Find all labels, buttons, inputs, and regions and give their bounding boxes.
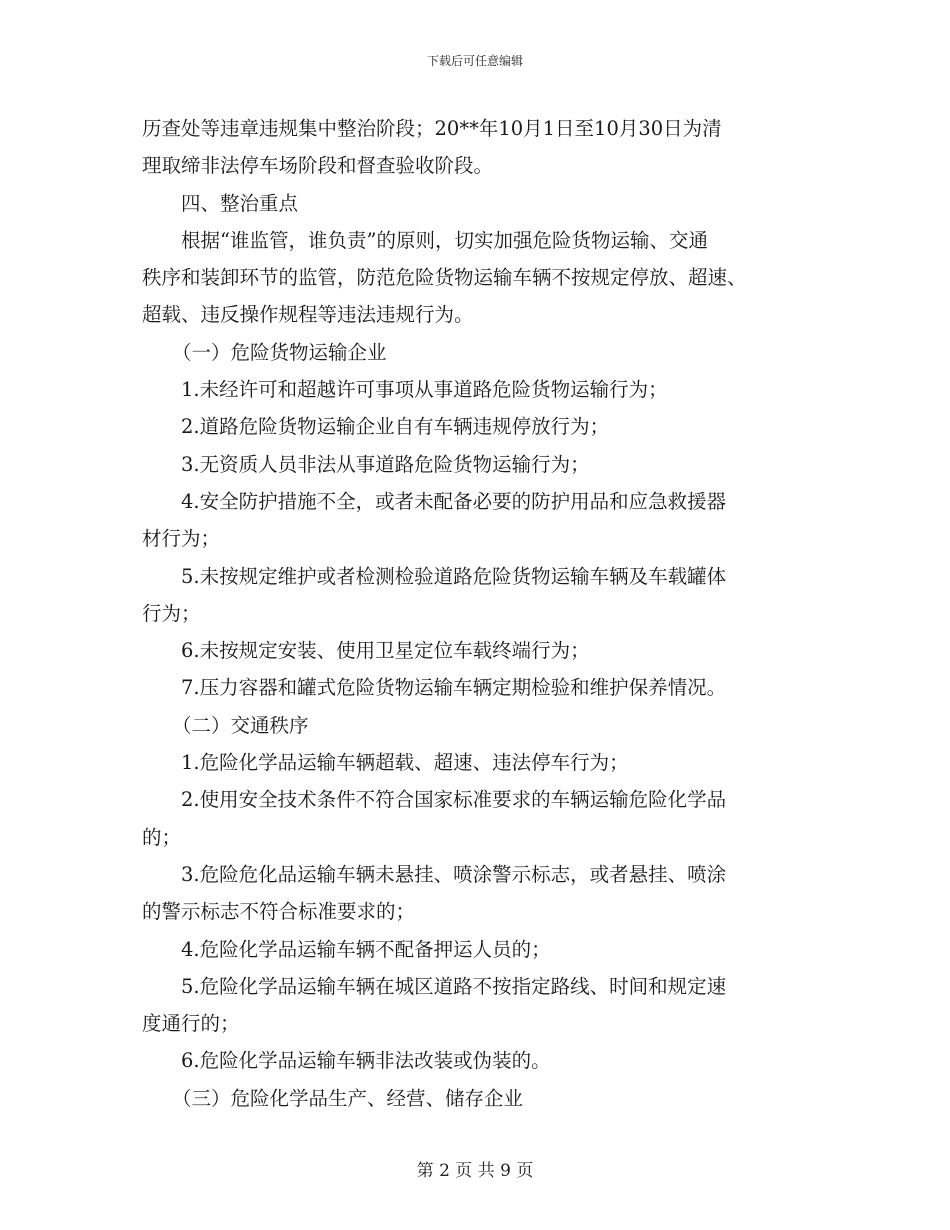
header-note: 下载后可任意编辑 — [426, 54, 523, 68]
list-item: 3.危险危化品运输车辆未悬挂、喷涂警示标志，或者悬挂、喷涂 — [181, 862, 727, 886]
list-item: 6.危险化学品运输车辆非法改装或伪装的。 — [181, 1049, 551, 1073]
list-item: 2.道路危险货物运输企业自有车辆违规停放行为； — [181, 415, 610, 439]
document-body — [142, 110, 812, 1117]
list-item: 1.危险化学品运输车辆超载、超速、违法停车行为； — [181, 751, 629, 775]
list-item-continuation: 的； — [142, 825, 182, 849]
page-number: 第 2 页 共 9 页 — [416, 1161, 534, 1181]
subsection-heading: （二）交通秩序 — [172, 713, 309, 737]
list-item: 5.危险化学品运输车辆在城区道路不按指定路线、时间和规定速 — [181, 974, 727, 998]
paragraph-line: 历查处等违章违规集中整治阶段；20**年10月1日至10月30日为清 — [142, 117, 722, 140]
paragraph-line: 秩序和装卸环节的监管，防范危险货物运输车辆不按规定停放、超速、 — [142, 266, 747, 290]
section-heading: 四、整治重点 — [181, 191, 299, 215]
list-item-continuation: 行为； — [142, 601, 201, 625]
list-item-continuation: 材行为； — [142, 527, 221, 551]
paragraph-line: 理取缔非法停车场阶段和督查验收阶段。 — [142, 154, 494, 178]
list-item: 5.未按规定维护或者检测检验道路危险货物运输车辆及车载罐体 — [181, 564, 727, 588]
list-item-continuation: 的警示标志不符合标准要求的； — [142, 900, 416, 924]
list-item: 3.无资质人员非法从事道路危险货物运输行为； — [181, 452, 590, 476]
paragraph-line: 超载、违反操作规程等违法违规行为。 — [142, 303, 474, 327]
paragraph-line: 根据“谁监管，谁负责”的原则，切实加强危险货物运输、交通 — [181, 228, 708, 252]
subsection-heading: （一）危险货物运输企业 — [172, 340, 387, 364]
subsection-heading: （三）危险化学品生产、经营、储存企业 — [172, 1086, 524, 1110]
list-item: 2.使用安全技术条件不符合国家标准要求的车辆运输危险化学品 — [181, 788, 727, 812]
list-item: 4.危险化学品运输车辆不配备押运人员的； — [181, 937, 551, 961]
list-item: 4.安全防护措施不全，或者未配备必要的防护用品和应急救援器 — [181, 489, 727, 513]
list-item: 7.压力容器和罐式危险货物运输车辆定期检验和维护保养情况。 — [181, 676, 727, 700]
list-item: 1.未经许可和超越许可事项从事道路危险货物运输行为； — [181, 378, 668, 402]
list-item-continuation: 度通行的； — [142, 1012, 240, 1036]
list-item: 6.未按规定安装、使用卫星定位车载终端行为； — [181, 639, 590, 663]
